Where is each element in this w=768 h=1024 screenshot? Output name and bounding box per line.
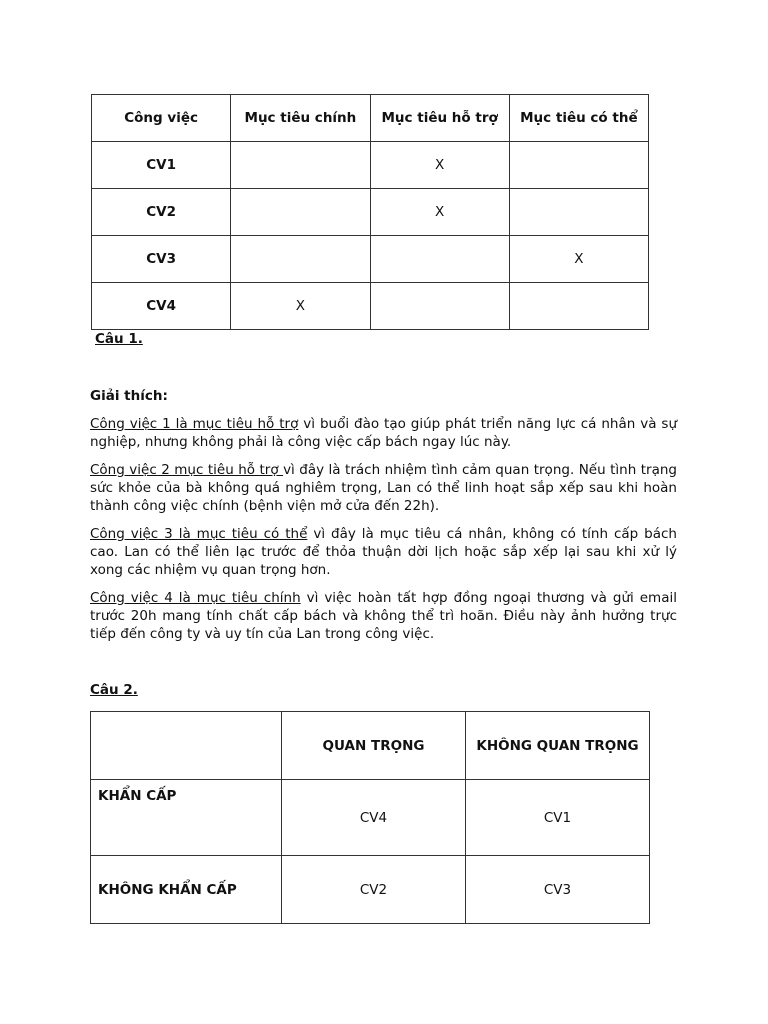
table-header-row <box>92 95 649 142</box>
explanation-paragraph <box>90 589 677 643</box>
header-cell: Mục tiêu chính <box>231 95 370 142</box>
table-cell <box>509 142 648 189</box>
header-cell: KHÔNG QUAN TRỌNG <box>465 712 649 780</box>
row-label: KHÔNG KHẨN CẤP <box>91 856 282 924</box>
table-row <box>92 142 649 189</box>
header-cell: Mục tiêu hỗ trợ <box>370 95 509 142</box>
table-cell <box>370 283 509 330</box>
table-cell: CV4 <box>282 780 466 856</box>
table-row <box>92 283 649 330</box>
table-cell: X <box>370 142 509 189</box>
table-cell <box>509 189 648 236</box>
paragraph-text: vì việc hoàn tất hợp đồng ngoại thương và gửi email trước 20h mang tính chất cấp bách và không thể trì hoãn. Điều này ảnh hưởng trực tiếp đến công ty và uy tín của Lan trong công việc. <box>90 590 677 642</box>
paragraph-text: vì buổi đào tạo giúp phát triển năng lực cá nhân và sự nghiệp, nhưng không phải là công việc cấp bách ngay lúc này. <box>90 416 678 450</box>
table-cell: CV3 <box>465 856 649 924</box>
row-label: CV3 <box>92 236 231 283</box>
table-row <box>91 780 650 856</box>
table-cell <box>370 236 509 283</box>
explanation-paragraph <box>90 525 677 579</box>
paragraph-lead: Công việc 4 là mục tiêu chính <box>90 590 301 606</box>
row-label: CV4 <box>92 283 231 330</box>
table-row <box>91 856 650 924</box>
table-cell <box>231 189 370 236</box>
table-header-row <box>91 712 650 780</box>
table-row <box>92 189 649 236</box>
table-cell: CV1 <box>465 780 649 856</box>
table-cell: CV2 <box>282 856 466 924</box>
table-cell: X <box>370 189 509 236</box>
header-cell: Mục tiêu có thể <box>509 95 648 142</box>
row-label: KHẨN CẤP <box>91 780 282 856</box>
cau1-heading: Câu 1. <box>95 331 143 347</box>
header-cell: Công việc <box>92 95 231 142</box>
explanation-heading: Giải thích: <box>90 388 168 404</box>
table-cell <box>509 283 648 330</box>
paragraph-text: vì đây là mục tiêu cá nhân, không có tính cấp bách cao. Lan có thể liên lạc trước để thỏa thuận dời lịch hoặc sắp xếp lại sau khi xử lý xong các nhiệm vụ quan trọng hơn. <box>90 526 677 578</box>
eisenhower-matrix-table <box>90 711 650 924</box>
corner-cell <box>91 712 282 780</box>
table-cell <box>231 142 370 189</box>
header-cell: QUAN TRỌNG <box>282 712 466 780</box>
table-cell: X <box>231 283 370 330</box>
paragraph-lead: Công việc 1 là mục tiêu hỗ trợ <box>90 416 299 432</box>
explanation-paragraph <box>90 415 677 451</box>
cau2-heading: Câu 2. <box>90 682 138 698</box>
row-label: CV2 <box>92 189 231 236</box>
row-label: CV1 <box>92 142 231 189</box>
table-row <box>92 236 649 283</box>
paragraph-lead: Công việc 2 mục tiêu hỗ trợ <box>90 462 284 478</box>
paragraph-lead: Công việc 3 là mục tiêu có thể <box>90 526 308 542</box>
paragraph-text: vì đây là trách nhiệm tình cảm quan trọng. Nếu tình trạng sức khỏe của bà không quá nghiêm trọng, Lan có thể linh hoạt sắp xếp sau khi hoàn thành công việc chính (bệnh viện mở cửa đến 22h). <box>90 462 677 514</box>
task-goal-table <box>91 94 649 330</box>
table-cell: X <box>509 236 648 283</box>
explanation-paragraph <box>90 461 677 515</box>
table-cell <box>231 236 370 283</box>
